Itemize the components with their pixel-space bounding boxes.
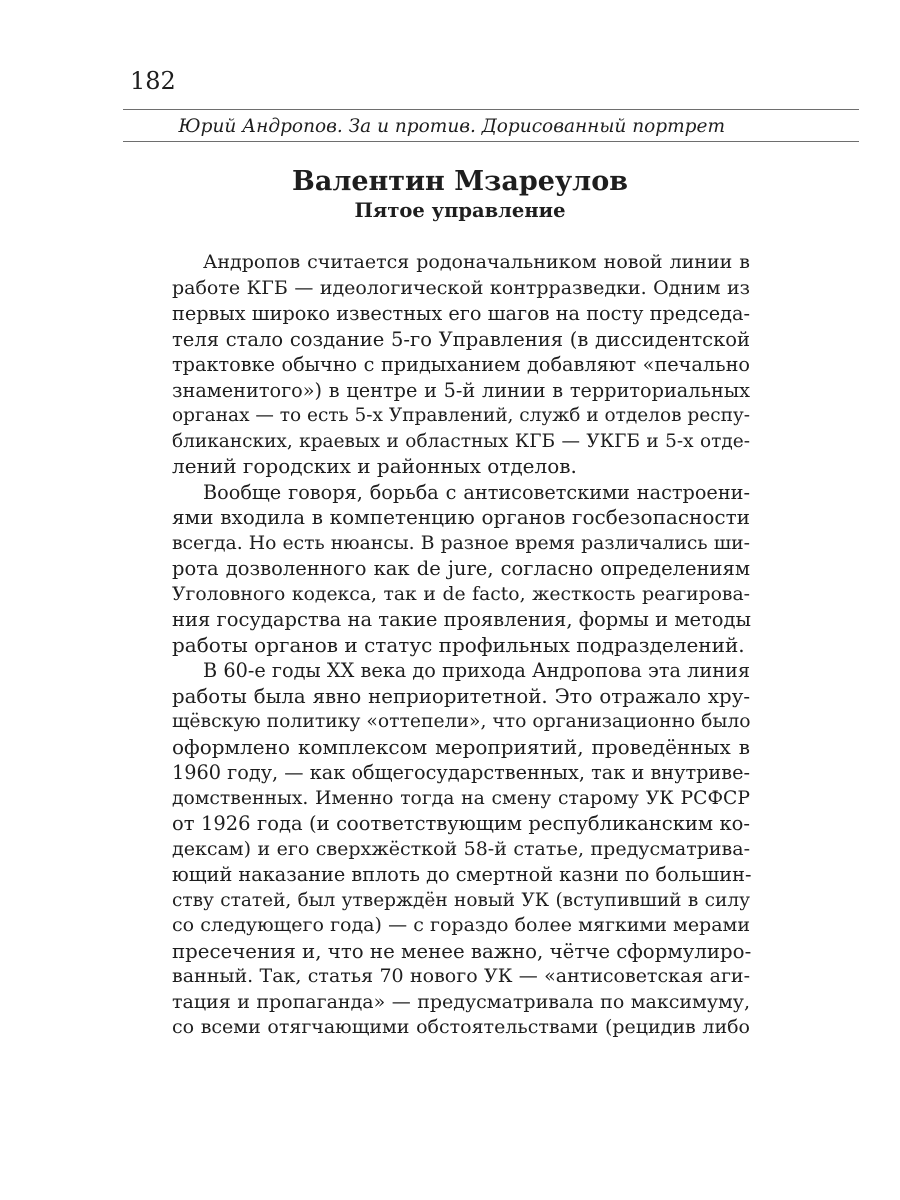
text-line: от 1926 года (и соответствующим республиканским ко- [172,812,750,835]
text-line: знаменитого») в центре и 5-й линии в территориальных [172,378,750,402]
text-line: первых широко известных его шагов на посту председа- [172,302,750,325]
running-head: Юрий Андропов. За и против. Дорисованный портрет [178,116,725,137]
page-number: 182 [130,67,176,95]
text-line: Уголовного кодекса, так и de facto, жесткость реагирова- [172,583,750,605]
text-line: ния государства на такие проявления, формы и методы [172,608,752,631]
text-line: ями входила в компетенцию органов госбезопасности [172,505,750,529]
text-line: работы была явно неприоритетной. Это отражало хру- [172,684,750,708]
text-line: работе КГБ — идеологической контрразведки. Одним из [172,276,750,299]
text-line: трактовке обычно с придыханием добавляют «печально [172,353,750,376]
text-line: Андропов считается родоначальником новой линии в [203,251,750,273]
text-line: щёвскую политику «оттепели», что организационно было [172,711,751,732]
text-line: теля стало создание 5-го Управления (в диссидентской [172,327,750,351]
text-line: органах — то есть 5-х Управлений, служб и отделов респу- [172,405,751,426]
text-line: рота дозволенного как de jure, согласно определениям [172,557,750,580]
text-line: со следующего года) — с гораздо более мягкими мерами [172,914,750,936]
text-line: домственных. Именно тогда на смену старому УК РСФСР [172,787,750,809]
text-line: 1960 году, — как общегосударственных, так и внутриве- [172,761,750,784]
text-line: бликанских, краевых и областных КГБ — УКГБ и 5-х отде- [172,430,750,452]
chapter-subtitle: Пятое управление [354,199,566,222]
text-line: ющий наказание вплоть до смертной казни по большин- [172,863,752,886]
body-text [172,250,750,1041]
text-line: тация и пропаганда» — предусматривала по максимуму, [172,990,750,1013]
header-rule-bottom [123,141,859,142]
text-line: всегда. Но есть нюансы. В разное время различались ши- [172,532,750,554]
text-line: В 60-е годы XX века до прихода Андропова эта линия [203,659,750,682]
text-line: лений городских и районных отделов. [172,454,577,478]
text-line: ству статей, был утверждён новый УК (вступивший в силу [172,889,750,911]
text-line: оформлено комплексом мероприятий, проведённых в [172,734,750,759]
text-line: Вообще говоря, борьба с антисоветскими настроени- [203,480,750,504]
text-line: со всеми отягчающими обстоятельствами (рецидив либо [172,1016,750,1038]
text-line: пресечения и, что не менее важно, чётче сформулиро- [172,939,752,963]
text-line: ванный. Так, статья 70 нового УК — «антисоветская аги- [172,965,750,987]
text-line: дексам) и его сверхжёсткой 58-й статье, предусматрива- [172,837,750,860]
chapter-author: Валентин Мзареулов [292,166,628,197]
header-rule-top [123,109,859,110]
text-line: работы органов и статус профильных подразделений. [172,632,745,657]
